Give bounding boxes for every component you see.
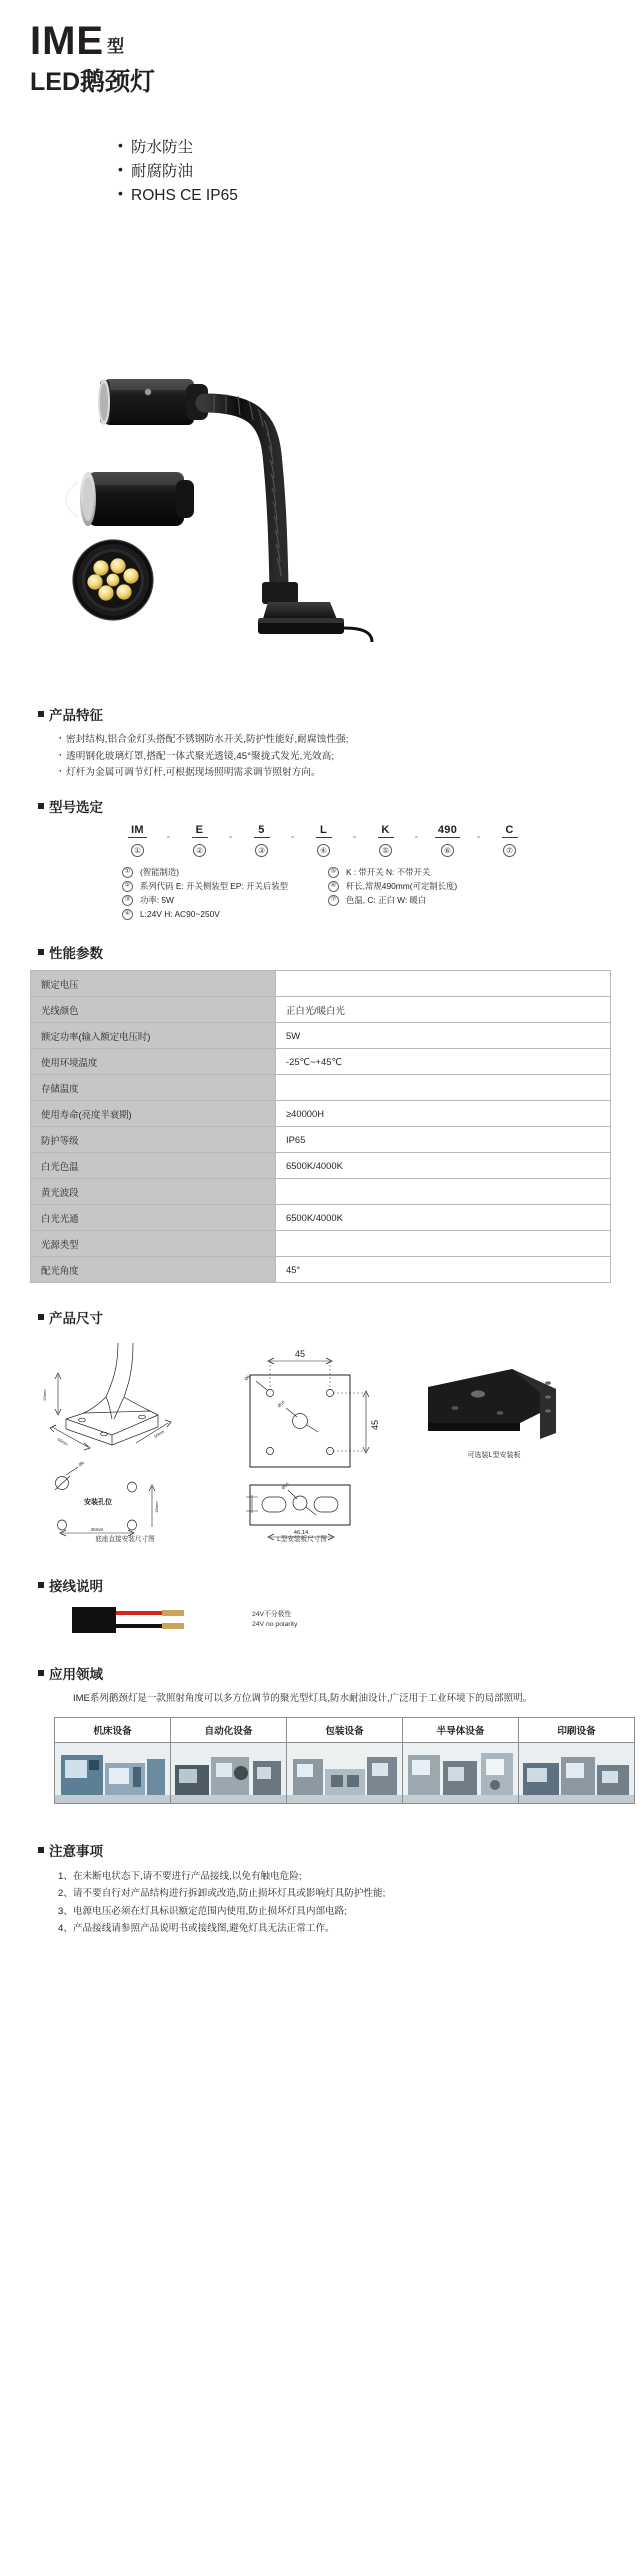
spec-value: 正白光/暖白光 bbox=[276, 997, 611, 1023]
wiring-diagram bbox=[72, 1603, 611, 1637]
model-code-value: L bbox=[316, 824, 332, 838]
legend-index: ① bbox=[122, 867, 133, 878]
model-code-segment-6 bbox=[425, 824, 471, 857]
square-bullet-icon bbox=[38, 803, 44, 809]
application-table bbox=[54, 1717, 635, 1804]
application-section bbox=[0, 1663, 641, 1804]
lamp-front-lens-view bbox=[73, 540, 153, 620]
dim-label-depth: 60mm bbox=[56, 1436, 69, 1447]
table-row bbox=[31, 971, 611, 997]
legend-entry bbox=[122, 909, 288, 921]
table-row bbox=[31, 1049, 611, 1075]
automation-equipment-photo bbox=[171, 1743, 286, 1803]
specs-title-text: 性能参数 bbox=[49, 946, 103, 962]
wiring-section bbox=[0, 1575, 641, 1637]
dimensions-section-title bbox=[38, 1307, 611, 1327]
black-wire bbox=[116, 1624, 162, 1628]
table-header-row bbox=[55, 1718, 635, 1743]
caption-base-drawing: 底座直接安装尺寸图 bbox=[95, 1536, 155, 1544]
spec-key: 使用环境温度 bbox=[31, 1049, 276, 1075]
spec-value bbox=[276, 1075, 611, 1101]
features-section bbox=[0, 704, 641, 782]
spec-value: -25℃~+45℃ bbox=[276, 1049, 611, 1075]
model-title-text: 型号选定 bbox=[49, 799, 103, 815]
square-bullet-icon bbox=[38, 1670, 44, 1676]
square-bullet-icon bbox=[38, 711, 44, 717]
square-bullet-icon bbox=[38, 1582, 44, 1588]
highlight-bullet: • 防水防尘 bbox=[118, 136, 641, 160]
dim-label-lbracket: 46,14 bbox=[293, 1530, 309, 1537]
dimensions-section bbox=[0, 1307, 641, 1327]
legend-text: 系列代码 E: 开关侧装型 EP: 开关后装型 bbox=[140, 880, 288, 891]
machine-tool-photo bbox=[55, 1743, 170, 1803]
model-code-index: ① bbox=[131, 844, 144, 857]
app-image-cell bbox=[55, 1743, 171, 1804]
notes-list bbox=[58, 1868, 611, 1937]
model-code-index: ⑦ bbox=[503, 844, 516, 857]
spec-value bbox=[276, 1231, 611, 1257]
legend-index: ⑥ bbox=[328, 881, 339, 892]
model-code-index: ⑥ bbox=[441, 844, 454, 857]
specs-section bbox=[0, 942, 641, 1283]
legend-index: ⑦ bbox=[328, 895, 339, 906]
wire-terminal-top bbox=[162, 1610, 184, 1616]
spec-key: 使用寿命(亮度半衰期) bbox=[31, 1101, 276, 1127]
model-section-title bbox=[38, 796, 611, 816]
connector-body bbox=[72, 1607, 116, 1633]
brand-type-suffix: 型 bbox=[107, 37, 125, 56]
page-header bbox=[0, 0, 641, 208]
brand-name: IME bbox=[30, 19, 105, 63]
spec-key: 额定功率(输入额定电压时) bbox=[31, 1023, 276, 1049]
app-column-header: 印刷设备 bbox=[519, 1718, 635, 1743]
model-code-segment-7 bbox=[487, 824, 533, 857]
model-legend-right-column bbox=[328, 867, 457, 921]
table-row bbox=[31, 997, 611, 1023]
specifications-table bbox=[30, 970, 611, 1283]
legend-text: K : 带开关 N: 不带开关 bbox=[345, 866, 431, 877]
product-subtitle: LED鹅颈灯 bbox=[30, 68, 156, 96]
legend-text: 色温, C: 正白 W: 暖白 bbox=[345, 894, 427, 905]
dim-label-height: 50mm bbox=[42, 1389, 47, 1401]
model-code-separator: - bbox=[476, 830, 481, 843]
spec-value: 6500K/4000K bbox=[276, 1205, 611, 1231]
model-code-separator: - bbox=[228, 830, 233, 843]
features-title-text: 产品特征 bbox=[49, 708, 103, 724]
product-hero-image bbox=[0, 214, 641, 704]
spec-key: 白光色温 bbox=[31, 1153, 276, 1179]
spec-value: 6500K/4000K bbox=[276, 1153, 611, 1179]
dim-label-top: 45 bbox=[294, 1349, 306, 1360]
wiring-section-title bbox=[38, 1575, 611, 1595]
legend-entry bbox=[122, 895, 288, 907]
lamp-head-main bbox=[98, 379, 208, 425]
technical-drawings-svg bbox=[0, 1335, 641, 1545]
spec-key: 光源类型 bbox=[31, 1231, 276, 1257]
gooseneck-arm bbox=[205, 394, 281, 586]
app-column-header: 包装设备 bbox=[287, 1718, 403, 1743]
application-title-text: 应用领域 bbox=[49, 1667, 103, 1683]
dimension-drawings bbox=[0, 1335, 641, 1545]
spec-value bbox=[276, 1179, 611, 1205]
legend-entry bbox=[328, 867, 457, 879]
note-item: 3、电源电压必须在灯具标识额定范围内使用,防止损坏灯具内部电路; bbox=[58, 1905, 347, 1917]
app-column-header: 机床设备 bbox=[55, 1718, 171, 1743]
dim-label-vertical: 45mm bbox=[154, 1501, 159, 1513]
model-code-separator: - bbox=[166, 830, 171, 843]
legend-entry bbox=[328, 895, 457, 907]
square-bullet-icon bbox=[38, 1314, 44, 1320]
model-code-value: C bbox=[502, 824, 518, 838]
wiring-label-en: 24V no polarity bbox=[252, 1621, 298, 1629]
highlight-bullet: • 耐腐防油 bbox=[118, 160, 641, 184]
table-row bbox=[31, 1127, 611, 1153]
legend-entry bbox=[122, 881, 288, 893]
dim-label-hole-top: Ø6 bbox=[243, 1374, 251, 1382]
caption-lbracket-drawing: L型安装板尺寸图 bbox=[277, 1536, 327, 1544]
application-section-title bbox=[38, 1663, 611, 1683]
spec-key: 防护等级 bbox=[31, 1127, 276, 1153]
app-column-header: 半导体设备 bbox=[403, 1718, 519, 1743]
label-optional-bracket: 可选装L型安装板 bbox=[467, 1452, 521, 1460]
app-image-cell bbox=[519, 1743, 635, 1804]
table-row bbox=[31, 1023, 611, 1049]
model-legend-left-column bbox=[122, 867, 288, 921]
model-code-index: ③ bbox=[255, 844, 268, 857]
legend-index: ⑤ bbox=[328, 867, 339, 878]
note-item: 4、产品接线请参照产品说明书或接线图,避免灯具无法正常工作。 bbox=[58, 1922, 335, 1934]
lamp-base-mount bbox=[258, 582, 372, 642]
model-code-segment-4 bbox=[301, 824, 347, 857]
base-plate-top-view bbox=[250, 1358, 369, 1467]
wire-illustration bbox=[72, 1603, 190, 1637]
spec-value bbox=[276, 971, 611, 997]
model-selection-section bbox=[0, 796, 641, 921]
dim-label-center-hole: Ø10 bbox=[276, 1399, 286, 1409]
square-bullet-icon bbox=[38, 1847, 44, 1853]
model-code-index: ② bbox=[193, 844, 206, 857]
dim-label-hole: Ø6 bbox=[77, 1460, 85, 1468]
model-code-separator: - bbox=[290, 830, 295, 843]
notes-section bbox=[0, 1840, 641, 1937]
specs-section-title bbox=[38, 942, 611, 962]
model-code-row bbox=[30, 824, 611, 857]
printing-equipment-photo bbox=[519, 1743, 634, 1803]
feature-item: · 灯杆为金属可调节灯杆,可根据现场照明需求调节照射方向。 bbox=[58, 765, 611, 782]
wiring-labels bbox=[252, 1610, 297, 1630]
spec-value: 45° bbox=[276, 1257, 611, 1283]
notes-section-title bbox=[38, 1840, 611, 1860]
table-row bbox=[55, 1743, 635, 1804]
model-code-index: ④ bbox=[317, 844, 330, 857]
app-image-cell bbox=[287, 1743, 403, 1804]
table-row bbox=[31, 1101, 611, 1127]
gooseneck-lamp-illustration bbox=[0, 214, 641, 704]
legend-text: (智能制造) bbox=[140, 866, 180, 877]
legend-index: ④ bbox=[122, 909, 133, 920]
spec-key: 白光光通 bbox=[31, 1205, 276, 1231]
note-item: 1、在未断电状态下,请不要进行产品接线,以免有触电危险; bbox=[58, 1871, 302, 1882]
feature-item: · 密封结构,铝合金灯头搭配不锈钢防水开关,防护性能好,耐腐蚀性强; bbox=[58, 732, 611, 749]
wiring-title-text: 接线说明 bbox=[49, 1579, 103, 1595]
model-code-segment-3 bbox=[239, 824, 285, 857]
model-code-segment-5 bbox=[363, 824, 409, 857]
feature-item: · 透明钢化玻璃灯罩,搭配一体式聚光透镜,45°聚拢式发光,光效高; bbox=[58, 749, 611, 766]
table-row bbox=[31, 1205, 611, 1231]
red-wire bbox=[116, 1611, 162, 1615]
app-column-header: 自动化设备 bbox=[171, 1718, 287, 1743]
model-code-separator: - bbox=[352, 830, 357, 843]
table-row bbox=[31, 1257, 611, 1283]
model-legend bbox=[30, 867, 611, 921]
wiring-label-cn: 24V不分极性 bbox=[252, 1610, 292, 1618]
base-isometric-drawing bbox=[50, 1343, 171, 1536]
model-code-value: K bbox=[378, 824, 394, 838]
semiconductor-equipment-photo bbox=[403, 1743, 518, 1803]
lamp-head-side-view bbox=[66, 472, 194, 526]
table-row bbox=[31, 1231, 611, 1257]
model-code-value: 5 bbox=[254, 824, 270, 838]
legend-text: 功率: 5W bbox=[140, 894, 174, 905]
dim-label-width: 60mm bbox=[153, 1428, 166, 1439]
features-list bbox=[58, 732, 611, 782]
model-code-value: IM bbox=[128, 824, 147, 838]
highlight-bullet: • ROHS CE IP65 bbox=[118, 184, 641, 208]
spec-key: 配光角度 bbox=[31, 1257, 276, 1283]
brand-title-row bbox=[30, 19, 641, 63]
app-image-cell bbox=[403, 1743, 519, 1804]
dim-label-center-hole-lower: Ø10 bbox=[280, 1481, 290, 1491]
model-code-segment-1 bbox=[115, 824, 161, 857]
square-bullet-icon bbox=[38, 949, 44, 955]
spec-key: 额定电压 bbox=[31, 971, 276, 997]
legend-text: 杆长,常规490mm(可定制长度) bbox=[345, 880, 458, 891]
packaging-equipment-photo bbox=[287, 1743, 402, 1803]
spec-key: 黄光波段 bbox=[31, 1179, 276, 1205]
dim-label-bottom: 45mm bbox=[90, 1527, 104, 1533]
dim-label-right: 45 bbox=[370, 1420, 380, 1431]
model-code-value: 490 bbox=[435, 824, 460, 838]
legend-index: ② bbox=[122, 881, 133, 892]
table-row bbox=[31, 1075, 611, 1101]
legend-text: L:24V H: AC90~250V bbox=[140, 908, 220, 919]
spec-value: ≥40000H bbox=[276, 1101, 611, 1127]
l-bracket-photo bbox=[428, 1369, 556, 1439]
model-code-value: E bbox=[192, 824, 208, 838]
spec-value: IP65 bbox=[276, 1127, 611, 1153]
legend-entry bbox=[122, 867, 288, 879]
table-row bbox=[31, 1179, 611, 1205]
model-code-index: ⑤ bbox=[379, 844, 392, 857]
legend-index: ③ bbox=[122, 895, 133, 906]
spec-key: 存储温度 bbox=[31, 1075, 276, 1101]
spec-value: 5W bbox=[276, 1023, 611, 1049]
note-item: 2、请不要自行对产品结构进行拆卸或改造,防止损坏灯具或影响灯具防护性能; bbox=[58, 1888, 386, 1900]
highlight-bullets bbox=[78, 136, 641, 208]
model-code-separator: - bbox=[414, 830, 419, 843]
application-intro-text: IME系列鹅颈灯是一款照射角度可以多方位调节的聚光型灯具,防水耐油设计,广泛用于工业环境下的局部照明。 bbox=[73, 1693, 533, 1705]
notes-title-text: 注意事项 bbox=[49, 1844, 103, 1859]
dimensions-title-text: 产品尺寸 bbox=[49, 1311, 103, 1327]
spec-key: 光线颜色 bbox=[31, 997, 276, 1023]
model-code-segment-2 bbox=[177, 824, 223, 857]
label-mounting-holes: 安装孔位 bbox=[84, 1499, 112, 1507]
wire-terminal-bottom bbox=[162, 1623, 184, 1629]
app-image-cell bbox=[171, 1743, 287, 1804]
legend-entry bbox=[328, 881, 457, 893]
table-row bbox=[31, 1153, 611, 1179]
features-section-title bbox=[38, 704, 611, 724]
